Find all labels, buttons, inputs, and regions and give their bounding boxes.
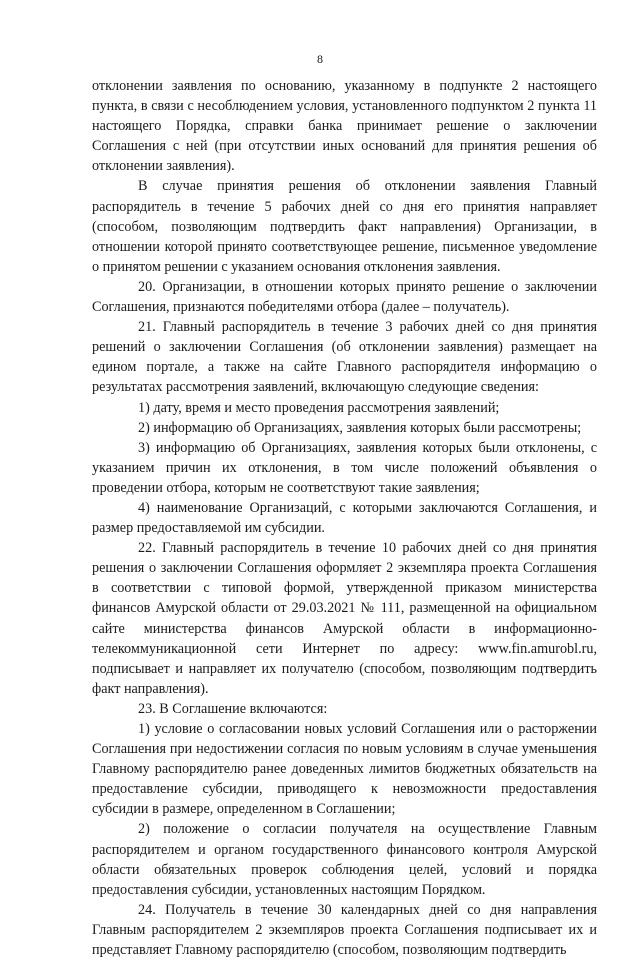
paragraph-23-item-1: 1) условие о согласовании новых условий Соглашения или о расторжении Соглашения при недостижении согласия по новым условиям в случае уменьшения Главному распорядителю ранее доведенных лимитов бюджетных обязательств на предоставление субсидии, приводящего к невозможности предоставления субсидии в размере, определенном в Соглашении; [92, 721, 597, 818]
paragraph-rejection-notice: В случае принятия решения об отклонении заявления Главный распорядитель в течение 5 рабочих дней со дня его принятия направляет (способом, позволяющим подтвердить факт направления) Организации, в отношении которой принято соответствующее решение, письменное уведомление о принятом решении с указанием основания отклонения заявления. [92, 178, 597, 275]
paragraph-21-item-2: 2) информацию об Организациях, заявления которых были рассмотрены; [138, 419, 582, 436]
paragraph-21-item-1: 1) дату, время и место проведения рассмотрения заявлений; [138, 399, 500, 416]
paragraph-24: 24. Получатель в течение 30 календарных дней со дня направления Главным распорядителем 2 экземпляров проекта Соглашения подписывает их и представляет Главному распорядителю (способом, позволяющим подтвердить [92, 901, 597, 959]
paragraph-20: 20. Организации, в отношении которых принято решение о заключении Соглашения, признаются победителями отбора (далее – получатель). [92, 278, 597, 316]
paragraph-23: 23. В Соглашение включаются: [138, 700, 328, 717]
document-body [92, 76, 597, 960]
paragraph-21-item-3: 3) информацию об Организациях, заявления которых были отклонены, с указанием причин их отклонения, в том числе положений объявления о проведении отбора, которым не соответствуют такие заявления; [92, 439, 597, 496]
paragraph-22: 22. Главный распорядитель в течение 10 рабочих дней со дня принятия решения о заключении Соглашения оформляет 2 экземпляра проекта Соглашения в соответствии с типовой формой, утвержденной приказом министерства финансов Амурской области от 29.03.2021 № 111, размещенной на официальном сайте министерства финансов Амурской области в информационно-телекоммуникационной сети Интернет по адресу: www.fin.amurobl.ru, подписывает и направляет их получателю (способом, позволяющим подтвердить факт направления). [92, 540, 597, 697]
page-number: 8 [317, 52, 323, 66]
paragraph-23-item-2: 2) положение о согласии получателя на осуществление Главным распорядителем и органом государственного финансового контроля Амурской области обязательных проверок соблюдения целей, условий и порядка предоставления субсидии, установленных настоящим Порядком. [92, 821, 597, 898]
paragraph-21: 21. Главный распорядитель в течение 3 рабочих дней со дня принятия решений о заключении Соглашения (об отклонении заявления) размещает на едином портале, а также на сайте Главного распорядителя информацию о результатах рассмотрения заявлений, включающую следующие сведения: [92, 319, 597, 396]
paragraph-continuation: отклонении заявления по основанию, указанному в подпункте 2 настоящего пункта, в связи с несоблюдением условия, установленного подпунктом 2 пункта 11 настоящего Порядка, справки банка принимает решение о заключении Соглашения с ней (при отсутствии иных оснований для принятия решения об отклонении заявления). [92, 78, 597, 175]
paragraph-21-item-4: 4) наименование Организаций, с которыми заключаются Соглашения, и размер предоставляемой им субсидии. [92, 499, 597, 537]
